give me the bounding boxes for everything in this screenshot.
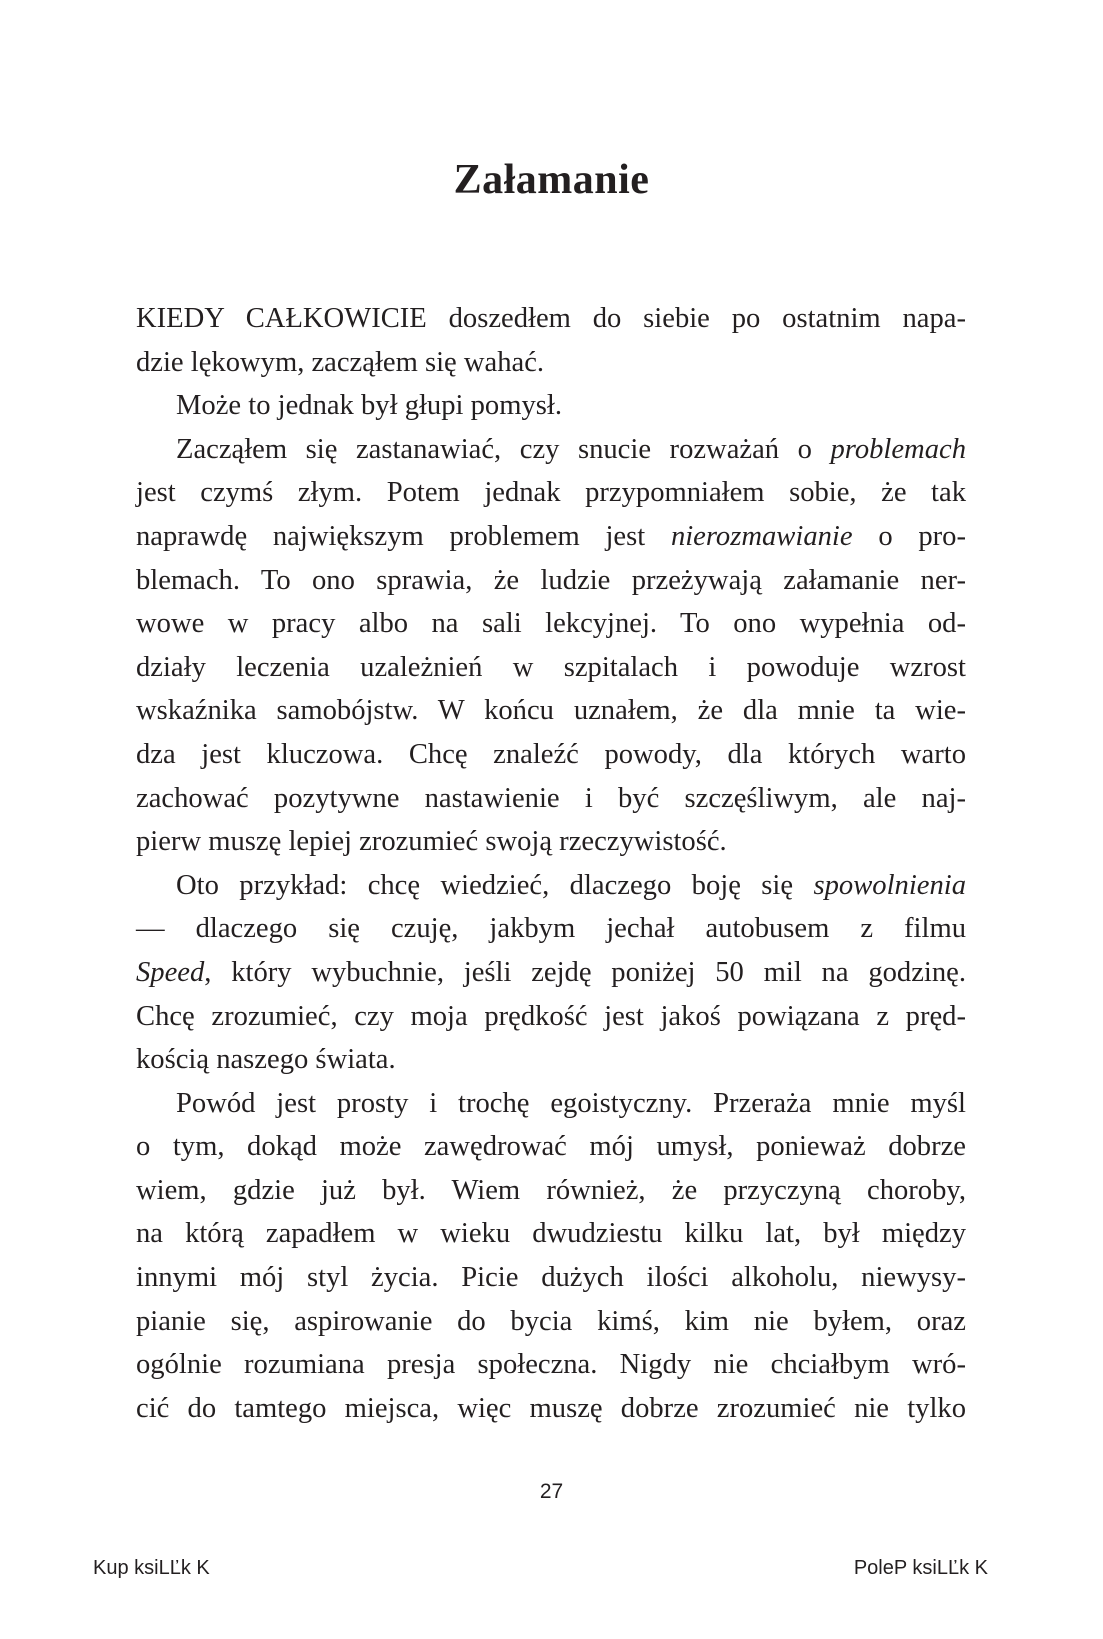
text-line — [136, 1082, 966, 1126]
text-segment: KIEDY CAŁKOWICIE doszedłem do siebie po ostatnim napa- — [136, 303, 966, 334]
text-segment: naprawdę największym problemem jest — [136, 520, 671, 552]
chapter-title: Załamanie — [453, 157, 650, 203]
text-segment: cić do tamtego miejsca, więc muszę dobrze zrozumieć nie tylko — [136, 1392, 966, 1424]
text-line — [136, 951, 966, 995]
italic-segment: spowolnienia — [813, 869, 966, 901]
text-segment: kością naszego świata. — [136, 1044, 396, 1076]
text-segment: wiem, gdzie już był. Wiem również, że przyczyną choroby, — [136, 1174, 966, 1206]
footer-recommend-link[interactable]: PoleP ksiLĽk K — [853, 1557, 988, 1579]
page-number: 27 — [539, 1480, 564, 1503]
text-line — [136, 297, 966, 341]
text-segment: zachować pozytywne nastawienie i być szczęśliwym, ale naj- — [136, 782, 966, 814]
text-line — [136, 733, 966, 777]
text-line — [136, 384, 966, 428]
text-segment: Może to jednak był głupi pomysł. — [176, 390, 562, 422]
text-line — [136, 1387, 966, 1431]
text-line — [136, 864, 966, 908]
text-segment: jest czymś złym. Potem jednak przypomniałem sobie, że tak — [136, 477, 966, 509]
text-segment: , który wybuchnie, jeśli zejdę poniżej 50 mil na godzinę. — [204, 956, 966, 988]
text-segment: wowe w pracy albo na sali lekcyjnej. To ono wypełnia od- — [136, 608, 966, 640]
text-line — [136, 907, 966, 951]
text-line — [136, 1038, 966, 1082]
italic-segment: nierozmawianie — [670, 520, 853, 552]
text-line — [136, 1125, 966, 1169]
text-line — [136, 559, 966, 603]
text-line — [136, 646, 966, 690]
text-segment: o tym, dokąd może zawędrować mój umysł, ponieważ dobrze — [136, 1131, 966, 1163]
text-segment: wskaźnika samobójstw. W końcu uznałem, że dla mnie ta wie- — [136, 695, 966, 727]
text-segment: pianie się, aspirowanie do bycia kimś, kim nie byłem, oraz — [136, 1305, 966, 1337]
text-segment: pierw muszę lepiej zrozumieć swoją rzeczywistość. — [136, 826, 727, 858]
text-line — [136, 341, 966, 385]
text-line — [136, 689, 966, 733]
text-segment: Chcę zrozumieć, czy moja prędkość jest jakoś powiązana z pręd- — [136, 1000, 966, 1032]
footer-buy-link[interactable]: Kup ksiLĽk K — [93, 1557, 210, 1579]
italic-segment: problemach — [830, 433, 966, 465]
text-segment: dzie lękowym, zacząłem się wahać. — [136, 346, 545, 378]
text-line — [136, 777, 966, 821]
text-segment: innymi mój styl życia. Picie dużych ilości alkoholu, niewysy- — [136, 1262, 966, 1294]
text-line — [136, 515, 966, 559]
text-segment: dza jest kluczowa. Chcę znaleźć powody, dla których warto — [136, 738, 966, 770]
text-line — [136, 1212, 966, 1256]
text-line — [136, 1256, 966, 1300]
text-segment: Powód jest prosty i trochę egoistyczny. Przeraża mnie myśl — [176, 1087, 966, 1119]
text-segment: Zacząłem się zastanawiać, czy snucie rozważań o — [176, 433, 831, 465]
text-segment: działy leczenia uzależnień w szpitalach i powoduje wzrost — [136, 651, 966, 683]
text-segment: ogólnie rozumiana presja społeczna. Nigdy nie chciałbym wró- — [136, 1349, 966, 1381]
text-segment: Oto przykład: chcę wiedzieć, dlaczego boję się — [176, 869, 814, 901]
text-line — [136, 1300, 966, 1344]
text-segment: blemach. To ono sprawia, że ludzie przeżywają załamanie ner- — [136, 564, 966, 596]
body-text — [136, 297, 966, 1430]
text-line — [136, 602, 966, 646]
italic-segment: Speed — [136, 956, 205, 988]
text-line — [136, 1169, 966, 1213]
text-line — [136, 1343, 966, 1387]
text-line — [136, 471, 966, 515]
text-line — [136, 995, 966, 1039]
text-segment: o pro- — [852, 520, 966, 552]
text-segment: — dlaczego się czuję, jakbym jechał autobusem z filmu — [136, 913, 966, 945]
text-line — [136, 428, 966, 472]
text-line — [136, 820, 966, 864]
text-segment: na którą zapadłem w wieku dwudziestu kilku lat, był między — [136, 1218, 966, 1250]
